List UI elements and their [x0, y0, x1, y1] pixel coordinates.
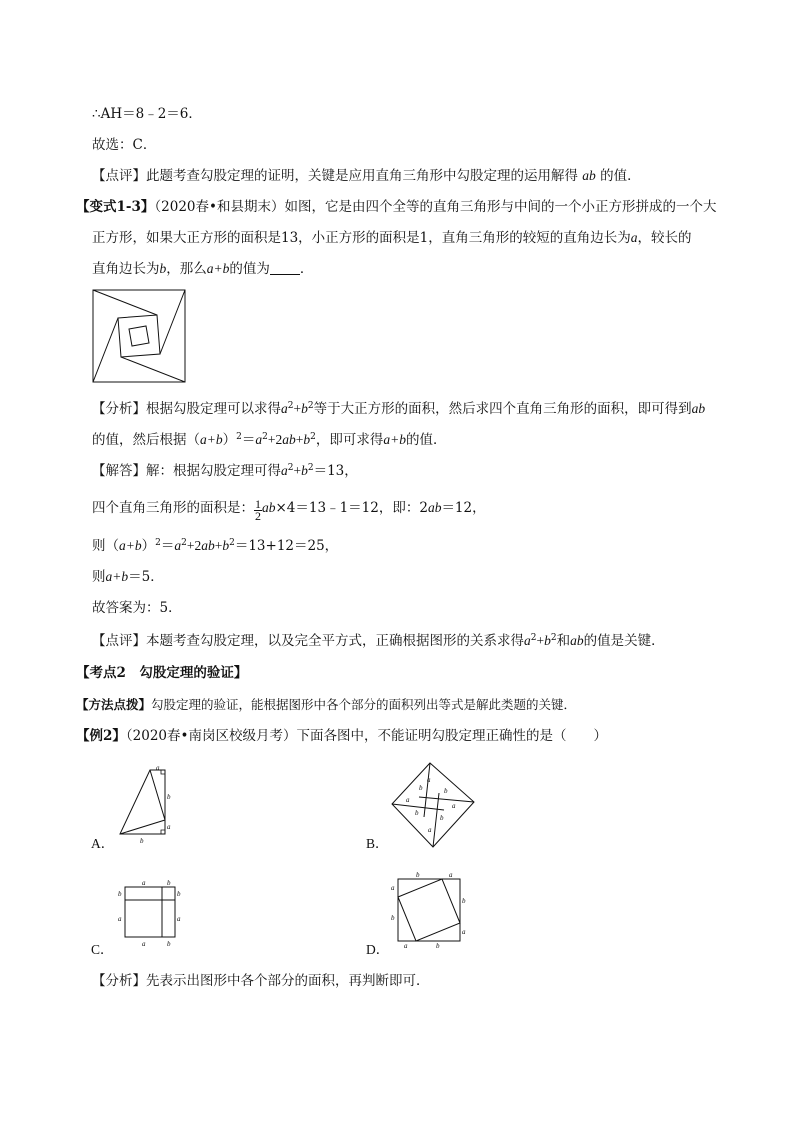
option-a-label: A． [91, 836, 115, 851]
text-line [92, 568, 164, 586]
fig-label: a [177, 915, 181, 923]
line-text: ＝5． [128, 569, 164, 585]
math-var: a [255, 432, 263, 447]
math-op: + [293, 401, 302, 416]
math-var: b [222, 538, 230, 553]
math-var: a+b [200, 432, 223, 447]
method-line [76, 696, 576, 714]
math-op: + [293, 463, 302, 478]
line-text: 和 [556, 633, 571, 649]
example-title [76, 727, 607, 745]
line-text: ＝ [241, 432, 256, 448]
text-line [92, 229, 692, 247]
fig-label: a [118, 915, 122, 923]
line-text: 等于大正方形的面积，然后求四个直角三角形的面积，即可得到 [313, 401, 692, 417]
line-text: ×4＝13﹣1＝12，即：2 [275, 500, 428, 516]
fig-label: a [167, 823, 171, 831]
line-text: 四个直角三角形的面积是： [92, 500, 254, 516]
math-var: a+b [105, 569, 129, 584]
line-text: ＝12， [441, 500, 486, 516]
math-var: a+b [383, 432, 406, 447]
math-var: ab [282, 432, 296, 447]
fig-label: b [167, 793, 171, 801]
math-sup: 2 [550, 633, 557, 643]
math-var: ab [262, 500, 276, 515]
answer-blank [270, 262, 300, 275]
math-sup: 2 [307, 463, 314, 473]
text-line [92, 599, 182, 617]
line-text: ） [141, 538, 156, 554]
variant-title [76, 198, 716, 216]
fig-label: a [462, 928, 466, 936]
fig-label: b [440, 814, 444, 822]
fraction [254, 499, 262, 522]
tag-label: 【点评】 [92, 633, 146, 649]
line-text: 勾股定理的验证，能根据图形中各个部分的面积列出等式是解此类题的关键． [151, 697, 577, 712]
fig-label: b [419, 784, 423, 792]
text-line [92, 105, 202, 123]
math-var: ab [570, 633, 584, 648]
comment-line [92, 632, 665, 650]
line-text: 故答案为：5． [92, 600, 182, 616]
fig-label: b [415, 809, 419, 817]
math-var: a+b [119, 538, 142, 553]
fig-label: a [427, 776, 431, 784]
line-text: 直角边长为 [92, 261, 160, 277]
math-var: a [630, 230, 638, 245]
figure-b [388, 760, 482, 850]
section-heading [76, 664, 247, 682]
analysis-line [92, 972, 430, 990]
line-text: 的值，然后根据（ [92, 432, 200, 448]
line-text: 的值． [405, 432, 447, 448]
line-text: 故选：C． [92, 137, 157, 153]
line-text: ＝13+12＝25， [234, 538, 339, 554]
line-text: ） [222, 432, 237, 448]
line-text: ＝13， [313, 463, 358, 479]
fig-label: a [142, 940, 146, 948]
tag-label: 【点评】 [92, 168, 146, 184]
fraction-denominator: 2 [255, 509, 261, 523]
math-sup: 2 [262, 432, 268, 442]
line-text: ∴AH＝8﹣2＝6． [92, 106, 202, 122]
math-op: + [295, 432, 304, 447]
line-text: ． [299, 261, 314, 277]
tag-label: 【方法点拨】 [76, 697, 152, 712]
fig-label: a [142, 879, 146, 887]
line-text: 先表示出图形中各个部分的面积，再判断即可． [146, 973, 430, 989]
text-line [92, 260, 313, 278]
fig-label: a [391, 884, 395, 892]
math-var: ab [582, 168, 596, 183]
math-var: b [544, 633, 551, 648]
pinwheel-figure [92, 289, 188, 385]
math-var: a [524, 633, 531, 648]
heading-text: 【考点2 勾股定理的验证】 [76, 665, 248, 681]
fig-label: b [140, 837, 144, 845]
math-var: a+b [206, 261, 230, 276]
fig-label: a [406, 796, 410, 804]
line-text: 的值是关键． [583, 633, 665, 649]
fig-label: b [177, 890, 181, 898]
tag-label: 【变式1-3】 [76, 199, 155, 215]
line-text: ＝ [160, 538, 175, 554]
fig-label: b [167, 940, 171, 948]
text-line [92, 431, 446, 449]
fig-label: b [436, 942, 440, 950]
math-sup: 2 [181, 538, 187, 548]
math-var: b [159, 261, 167, 276]
fig-label: b [118, 890, 122, 898]
math-var: a [174, 538, 182, 553]
line-text: 则（ [92, 538, 119, 554]
fig-label: b [444, 787, 448, 795]
math-var: b [301, 463, 308, 478]
math-op: +2 [186, 538, 202, 553]
math-sup: 2 [530, 633, 537, 643]
math-var: ab [427, 500, 442, 515]
math-sup: 2 [155, 538, 161, 548]
text-line [92, 136, 156, 154]
math-var: b [301, 401, 308, 416]
option-b-label: B． [366, 836, 389, 851]
tag-label: 【分析】 [92, 401, 146, 417]
math-var: ab [691, 401, 706, 416]
analysis-line [92, 400, 705, 418]
fig-label: a [428, 826, 432, 834]
math-var: ab [201, 538, 215, 553]
math-op: + [214, 538, 223, 553]
fig-label: a [156, 765, 160, 772]
math-op: +2 [267, 432, 283, 447]
fig-label: b [391, 914, 395, 922]
line-text: 解：根据勾股定理可得 [146, 463, 281, 479]
tag-label: 【解答】 [92, 463, 146, 479]
math-sup: 2 [287, 401, 294, 411]
comment-line [92, 167, 641, 185]
fig-label: b [462, 897, 466, 905]
line-text: 的值． [600, 168, 641, 184]
math-sup: 2 [236, 432, 242, 442]
math-sup: 2 [310, 432, 316, 442]
line-text: 正方形，如果大正方形的面积是13，小正方形的面积是1，直角三角形的较短的直角边长为 [92, 230, 631, 246]
text-line [92, 537, 338, 555]
line-text: 根据勾股定理可以求得 [146, 401, 281, 417]
answer-line [92, 462, 358, 480]
line-text: ，那么 [166, 261, 207, 277]
option-d-label: D． [366, 942, 390, 957]
math-var: a [281, 401, 288, 416]
fig-label: b [416, 871, 420, 879]
math-var: a [281, 463, 288, 478]
line-text: 此题考查勾股定理的证明，关键是应用直角三角形中勾股定理的运用解得 [146, 168, 578, 184]
figure-c [112, 877, 182, 949]
math-op: + [536, 633, 545, 648]
fraction-numerator: 1 [255, 497, 261, 511]
line-text: 本题考查勾股定理，以及完全平方式，正确根据图形的关系求得 [146, 633, 524, 649]
fig-label: a [404, 942, 408, 950]
line-text: 则 [92, 569, 106, 585]
line-text: （2020春•和县期末）如图，它是由四个全等的直角三角形与中间的一个小正方形拼成的一个大 [154, 199, 717, 215]
line-text: ，较长的 [637, 230, 692, 246]
fig-label: a [452, 802, 456, 810]
tag-label: 【分析】 [92, 973, 146, 989]
math-sup: 2 [287, 463, 294, 473]
figure-d [386, 870, 470, 950]
tag-label: 【例2】 [76, 728, 126, 744]
line-text: 的值为 [229, 261, 270, 277]
line-text: （2020春•南岗区校级月考）下面各图中，不能证明勾股定理正确性的是（ ） [125, 728, 607, 744]
option-c-label: C． [91, 942, 114, 957]
line-text: ，即可求得 [315, 432, 384, 448]
fig-label: a [449, 871, 453, 879]
text-line [92, 499, 486, 522]
math-sup: 2 [307, 401, 314, 411]
math-sup: 2 [229, 538, 235, 548]
math-var: b [303, 432, 311, 447]
fig-label: b [167, 879, 171, 887]
figure-a [112, 765, 182, 847]
